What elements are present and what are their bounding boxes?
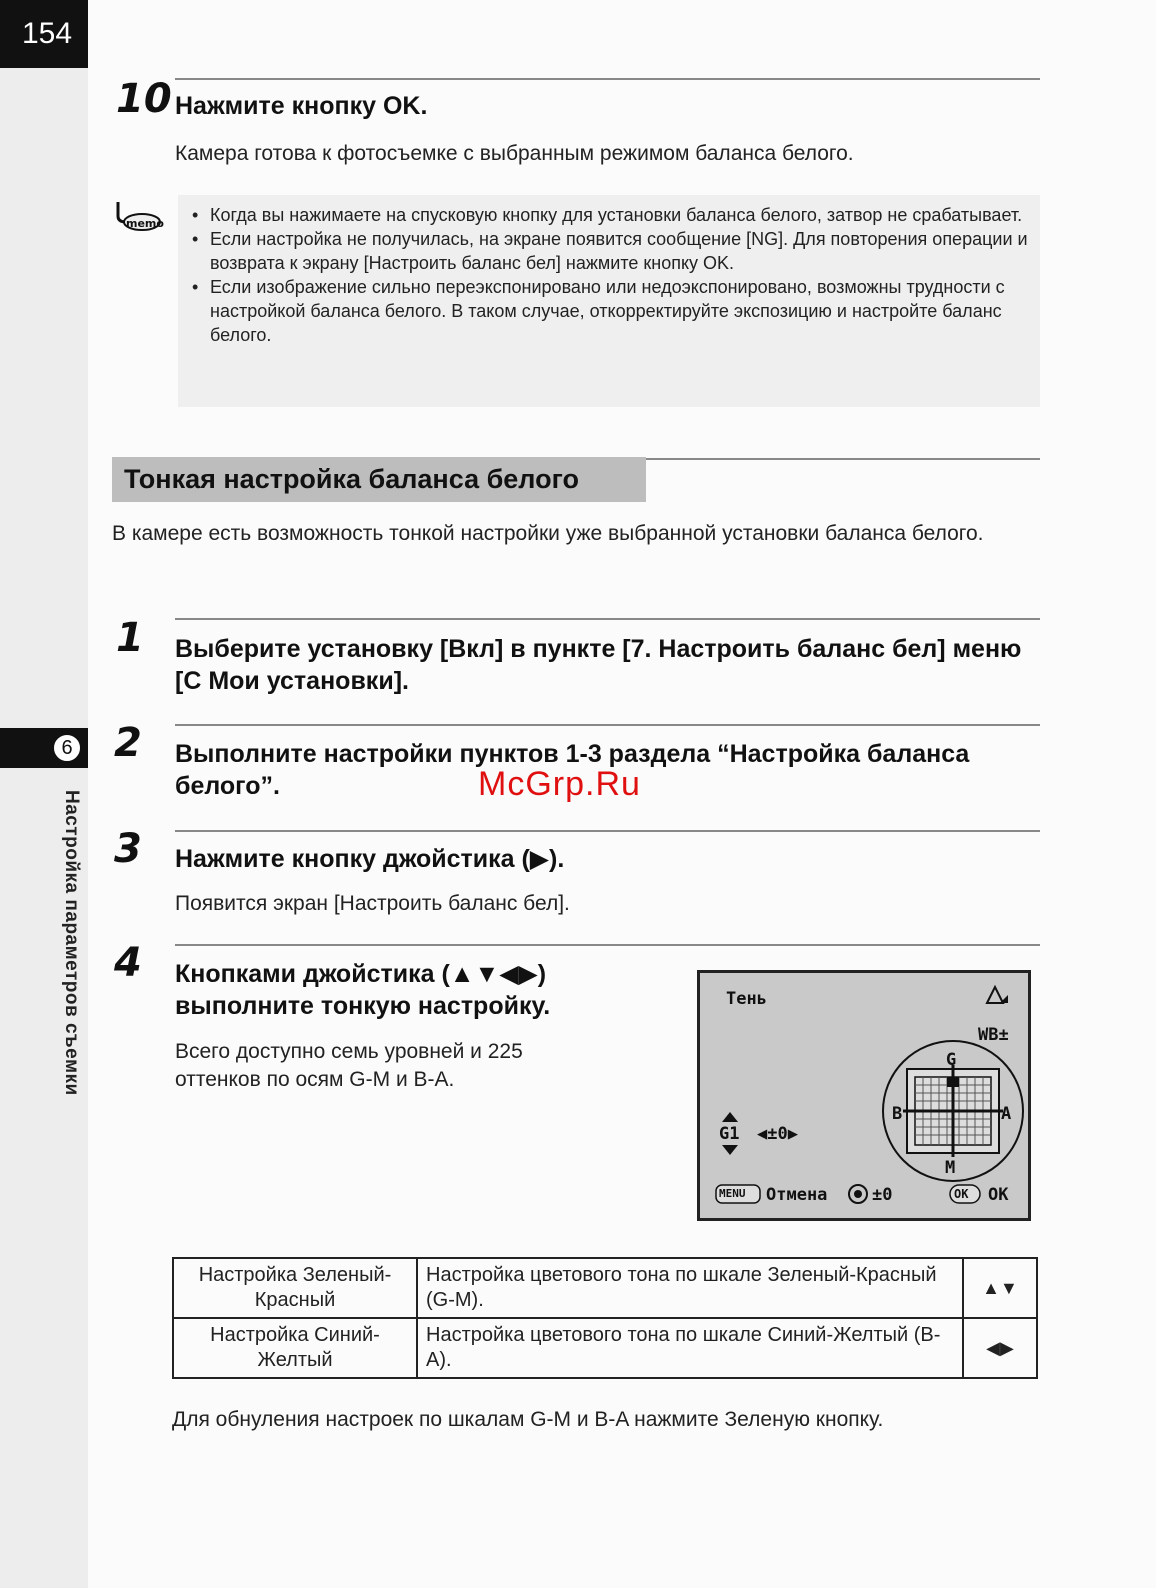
footer-note: Для обнуления настроек по шкалам G-M и B-A нажмите Зеленую кнопку. (172, 1408, 884, 1431)
axis-g-label: G (946, 1050, 957, 1070)
wb-mode-label: Тень (726, 989, 767, 1009)
divider (175, 724, 1040, 726)
step-heading: Нажмите кнопку OK. (175, 92, 428, 120)
memo-item: • Если изображение сильно переэкспонировано или недоэкспонировано, возможны трудности с настройкой баланса белого. В таком случае, откорректируйте экспозицию и настройте баланс белого. (190, 275, 1030, 347)
gm-value: G1 (719, 1124, 740, 1144)
axis-b-label: B (892, 1104, 903, 1124)
divider (175, 618, 1040, 620)
table-cell-name: Настройка Синий-Желтый (173, 1318, 417, 1378)
table-cell-desc: Настройка цветового тона по шкале Зеленый-Красный (G-M). (417, 1258, 963, 1318)
table-cell-keys: ▲▼ (963, 1258, 1037, 1318)
memo-icon-label: memo (126, 217, 164, 230)
ok-label: OK (988, 1185, 1009, 1205)
memo-item: • Когда вы нажимаете на спусковую кнопку для установки баланса белого, затвор не срабатывает. (190, 203, 1030, 227)
memo-box (178, 195, 1040, 407)
table-cell-keys: ◀▶ (963, 1318, 1037, 1378)
step-number: 3 (114, 826, 142, 872)
memo-icon (114, 198, 164, 238)
chapter-title: Настройка параметров съемки (61, 790, 82, 1096)
step-number: 1 (116, 615, 144, 661)
divider (175, 830, 1040, 832)
memo-item: • Если настройка не получилась, на экране появится сообщение [NG]. Для повторения операции и возврата к экрану [Настроить баланс бел] нажмите кнопку OK. (190, 227, 1030, 275)
axis-m-label: M (945, 1158, 956, 1178)
divider (175, 944, 1040, 946)
table-cell-name: Настройка Зеленый-Красный (173, 1258, 417, 1318)
divider (646, 458, 1040, 460)
step-body: Появится экран [Настроить баланс бел]. (175, 892, 570, 915)
adjustment-table (172, 1257, 1038, 1379)
wb-grid-graphic (700, 973, 1028, 1218)
wb-adjust-label: WB± (978, 1025, 1009, 1045)
section-title: Тонкая настройка баланса белого (112, 457, 646, 502)
menu-button-label: MENU (719, 1187, 746, 1200)
watermark: McGrp.Ru (478, 765, 641, 803)
step-number: 2 (114, 720, 142, 766)
step-heading: Выберите установку [Вкл] в пункте [7. Настроить баланс бел] меню [C Мои установки]. (175, 635, 1022, 695)
page-number: 154 (0, 0, 88, 68)
step-heading: Кнопками джойстика (▲▼◀▶) выполните тонкую настройку. (175, 960, 551, 1020)
cancel-label: Отмена (766, 1185, 828, 1205)
section-intro: В камере есть возможность тонкой настройки уже выбранной установки баланса белого. (112, 522, 984, 545)
step-number: 10 (116, 76, 172, 122)
table-cell-desc: Настройка цветового тона по шкале Синий-Желтый (B-A). (417, 1318, 963, 1378)
step-body: Всего доступно семь уровней и 225 оттенков по осям G-M и B-A. (175, 1040, 523, 1091)
ba-value: ◀±0▶ (757, 1124, 798, 1144)
chapter-number: 6 (52, 733, 82, 763)
step-number: 4 (114, 940, 142, 986)
reset-label: ±0 (872, 1185, 893, 1205)
camera-lcd-screen (697, 970, 1031, 1221)
step-heading: Нажмите кнопку джойстика (▶). (175, 845, 565, 873)
table-row (173, 1318, 1037, 1378)
step-heading: Выполните настройки пунктов 1-3 раздела “Настройка баланса белого”. (175, 740, 970, 800)
axis-a-label: A (1001, 1104, 1012, 1124)
ok-button-label: OK (954, 1187, 969, 1201)
table-row (173, 1258, 1037, 1318)
divider (175, 78, 1040, 80)
step-body: Камера готова к фотосъемке с выбранным режимом баланса белого. (175, 142, 854, 165)
